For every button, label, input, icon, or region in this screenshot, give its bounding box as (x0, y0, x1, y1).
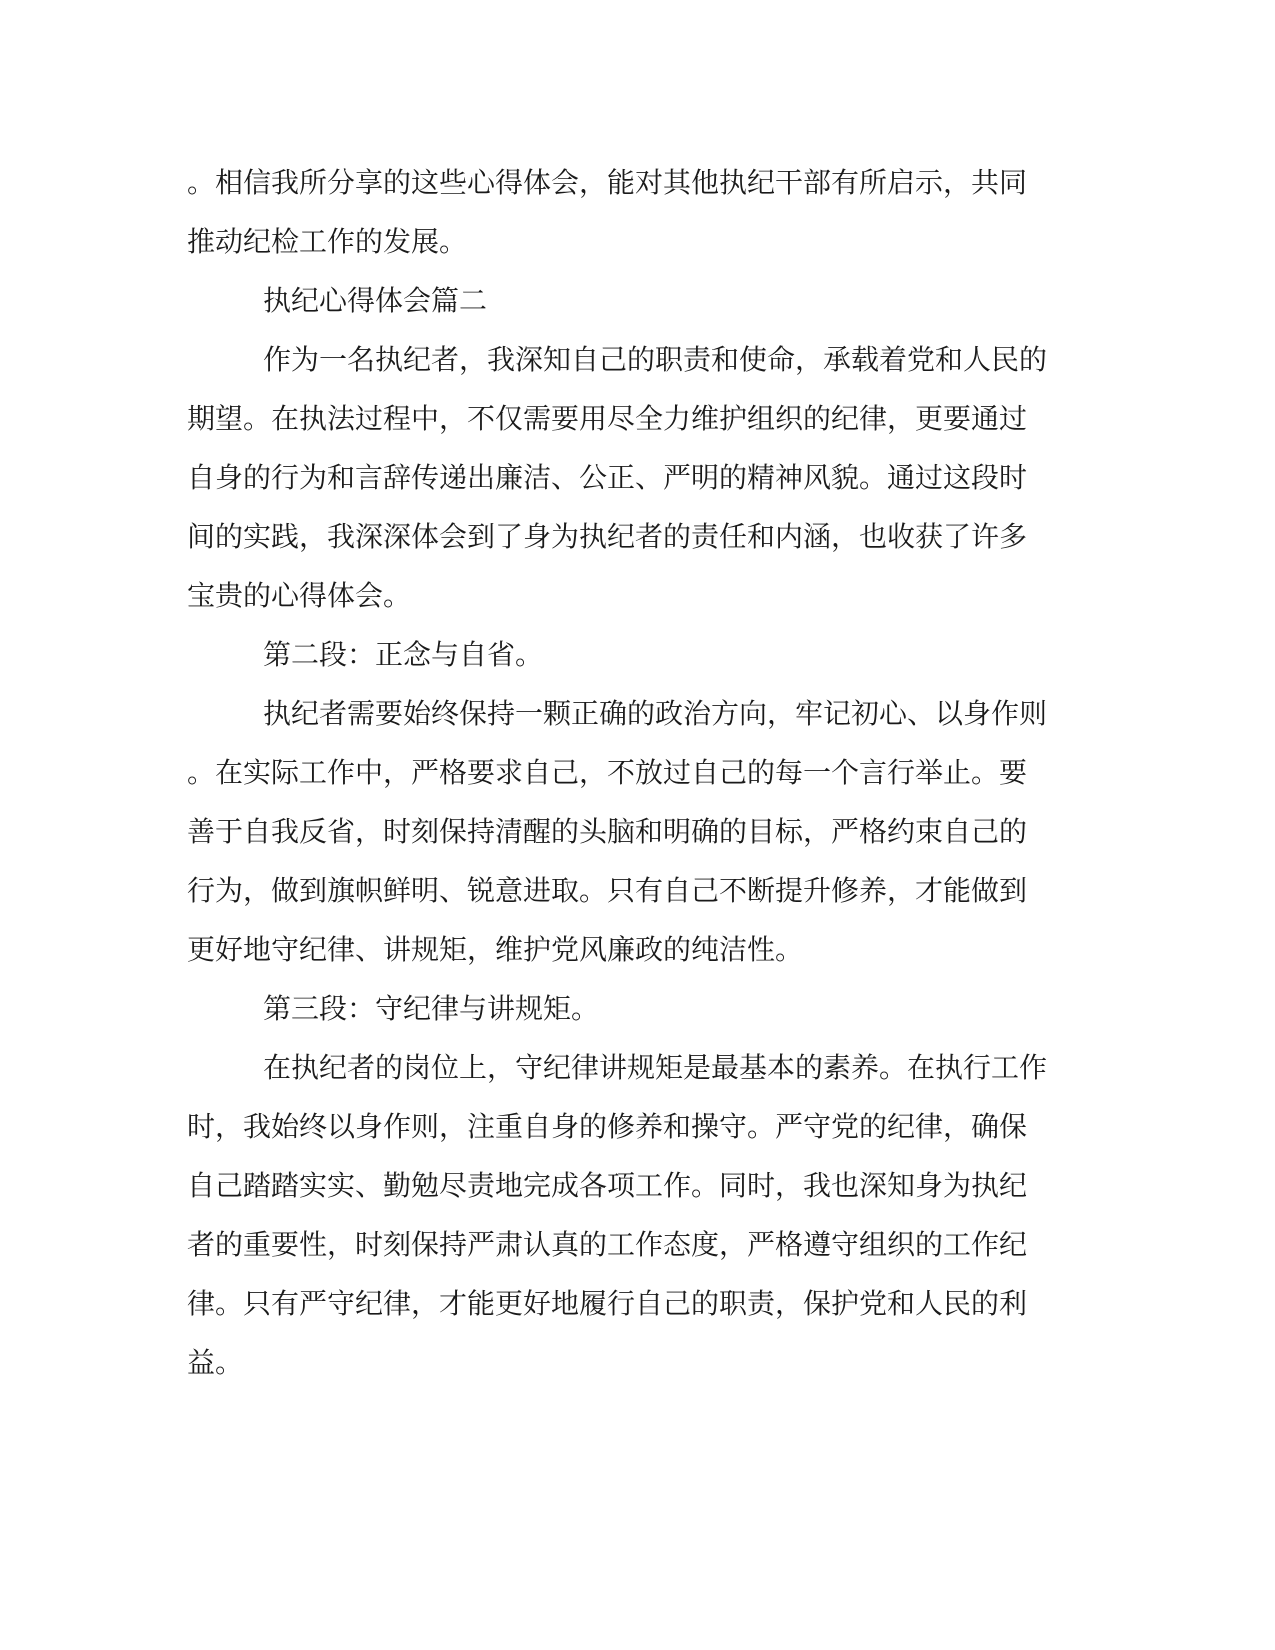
text-line: 者的重要性，时刻保持严肃认真的工作态度，严格遵守组织的工作纪 (187, 1228, 1028, 1261)
text-line: 更好地守纪律、讲规矩，维护党风廉政的纯洁性。 (187, 933, 804, 966)
text-line: 自己踏踏实实、勤勉尽责地完成各项工作。同时，我也深知身为执纪 (187, 1169, 1028, 1202)
text-line: 推动纪检工作的发展。 (187, 225, 468, 258)
text-line: 行为，做到旗帜鲜明、锐意进取。只有自己不断提升修养，才能做到 (187, 874, 1028, 907)
text-line: 。在实际工作中，严格要求自己，不放过自己的每一个言行举止。要 (187, 756, 1028, 789)
text-line: 间的实践，我深深体会到了身为执纪者的责任和内涵，也收获了许多 (187, 520, 1028, 553)
text-line: 时，我始终以身作则，注重自身的修养和操守。严守党的纪律，确保 (187, 1110, 1028, 1143)
text-line: 作为一名执纪者，我深知自己的职责和使命，承载着党和人民的 (263, 343, 1048, 376)
text-line: 律。只有严守纪律，才能更好地履行自己的职责，保护党和人民的利 (187, 1287, 1028, 1320)
text-line: 。相信我所分享的这些心得体会，能对其他执纪干部有所启示，共同 (187, 166, 1028, 199)
text-line: 期望。在执法过程中，不仅需要用尽全力维护组织的纪律，更要通过 (187, 402, 1028, 435)
text-line: 益。 (187, 1346, 244, 1379)
text-line: 执纪者需要始终保持一颗正确的政治方向，牢记初心、以身作则 (263, 697, 1048, 730)
section-heading: 第三段：守纪律与讲规矩。 (263, 992, 600, 1025)
text-line: 在执纪者的岗位上，守纪律讲规矩是最基本的素养。在执行工作 (263, 1051, 1048, 1084)
section-heading: 第二段：正念与自省。 (263, 638, 544, 671)
text-line: 善于自我反省，时刻保持清醒的头脑和明确的目标，严格约束自己的 (187, 815, 1028, 848)
text-line: 宝贵的心得体会。 (187, 579, 412, 612)
text-line: 自身的行为和言辞传递出廉洁、公正、严明的精神风貌。通过这段时 (187, 461, 1028, 494)
section-heading: 执纪心得体会篇二 (263, 284, 488, 317)
